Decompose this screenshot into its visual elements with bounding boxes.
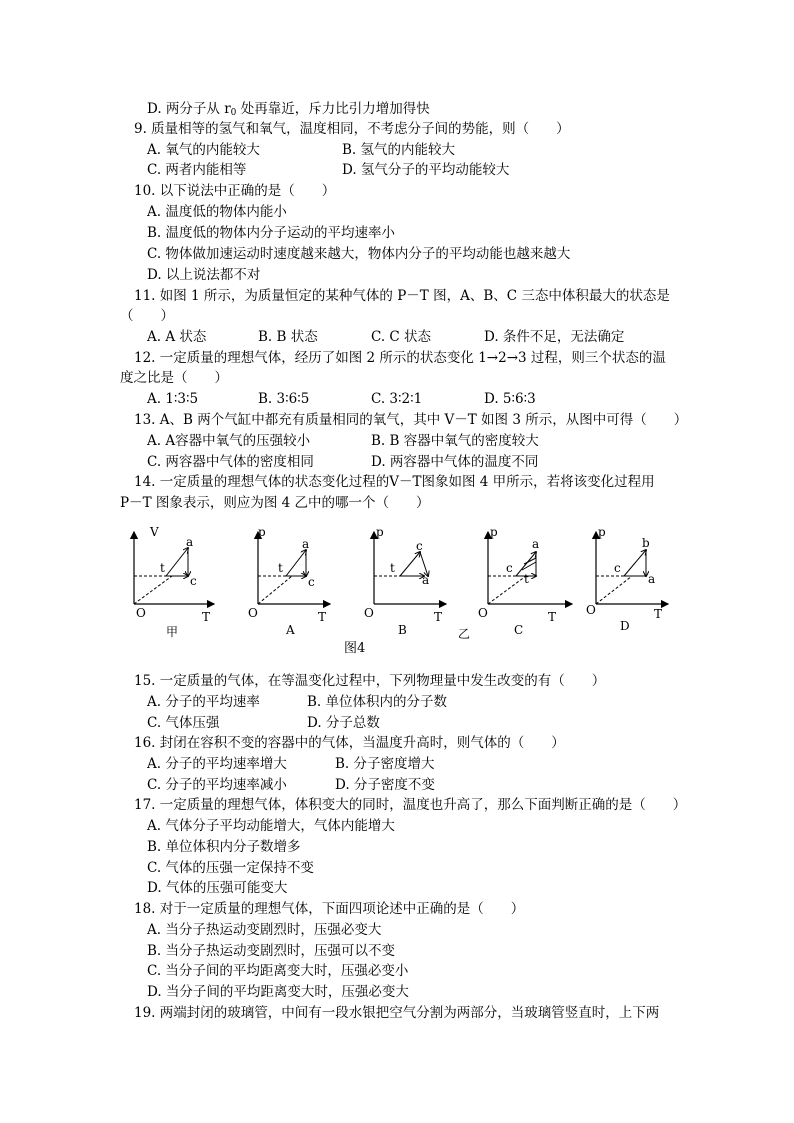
q11-stem-line2: （ ） [120,308,174,324]
graph-jia-origin: O [136,606,146,620]
graph-b-label: B [398,623,407,637]
q16-stem: 16. 封闭在容积不变的容器中的气体，当温度升高时，则气体的（ ） [134,735,565,751]
figure-label-yi: 乙 [458,627,471,641]
q16-option-a: A. 分子的平均速率增大 [147,756,287,772]
q19-stem: 19. 两端封闭的玻璃管，中间有一段水银把空气分割为两部分，当玻璃管竖直时，上下两 [134,1005,660,1021]
q12-stem-line1: 12. 一定质量的理想气体，经历了如图 2 所示的状态变化 1→2→3 过程，则三个状态的温 [134,350,666,366]
figure-caption: 图4 [344,641,366,656]
q15-option-b: B. 单位体积内的分子数 [307,694,448,710]
q9-stem: 9. 质量相等的氢气和氧气，温度相同，不考虑分子间的势能，则（ ） [134,121,570,137]
q18-option-b: B. 当分子热运动变剧烈时，压强可以不变 [147,943,396,959]
graph-d-pt-a: a [648,572,656,586]
q16-option-b: B. 分子密度增大 [335,756,435,772]
graph-b-origin: O [364,606,374,620]
graph-b-pt-c: c [416,539,423,553]
q15-option-d: D. 分子总数 [307,715,380,731]
q18-option-a: A. 当分子热运动变剧烈时，压强必变大 [147,922,382,938]
q12-option-a: A. 1∶3∶5 [147,391,199,407]
graph-d-origin: O [586,603,596,617]
q17-option-a: A. 气体分子平均动能增大，气体内能增大 [147,818,395,834]
q14-stem-line1: 14. 一定质量的理想气体的状态变化过程的V－T图象如图 4 甲所示，若将该变化过程用 [134,474,655,490]
figure-label-jia: 甲 [166,625,179,639]
q17-option-d: D. 气体的压强可能变大 [147,880,288,896]
graph-b-pt-a: a [422,573,430,587]
q13-option-a: A. A容器中氧气的压强较小 [147,433,311,449]
q12-stem-line2: 度之比是（ ） [120,370,228,386]
graph-d-x-label: T [654,607,663,621]
q12-option-d: D. 5∶6∶3 [484,391,536,407]
graph-c-pt-t: t [524,572,529,586]
q10-stem: 10. 以下说法中正确的是（ ） [134,183,336,199]
graph-c-pt-c: c [506,561,513,575]
graph-jia-pt-a: a [186,535,194,549]
q10-option-c: C. 物体做加速运动时速度越来越大，物体内分子的平均动能也越来越大 [147,246,571,262]
graph-a-pt-a: a [302,537,310,551]
q10-option-d: D. 以上说法都不对 [147,267,261,283]
graph-jia-y-label: V [150,525,159,539]
graph-jia-pt-c: c [190,574,197,588]
graph-a-y-label: p [258,525,266,539]
q15-stem: 15. 一定质量的气体，在等温变化过程中，下列物理量中发生改变的有（ ） [134,673,606,689]
graph-a-origin: O [248,606,258,620]
q9-option-b: B. 氢气的内能较大 [342,142,456,158]
figure-4 [122,520,682,670]
graph-a [248,525,330,637]
graph-b-pt-t: t [390,561,395,575]
q9-option-c: C. 两者内能相等 [147,162,247,178]
q12-option-b: B. 3∶6∶5 [258,391,310,407]
graph-d-pt-b: b [642,536,650,550]
graph-jia-x-label: T [202,610,211,624]
graph-c-label: C [514,623,524,637]
q16-option-d: D. 分子密度不变 [335,777,435,793]
graph-a-pt-c: c [308,575,315,589]
q13-option-c: C. 两容器中气体的密度相同 [147,454,314,470]
graph-d-label: D [620,619,630,633]
q11-option-b: B. B 状态 [258,329,318,345]
graph-a-label: A [286,623,295,637]
graph-b-y-label: p [376,525,384,539]
graph-d [586,525,668,633]
q18-stem: 18. 对于一定质量的理想气体，下面四项论述中正确的是（ ） [134,901,525,917]
figure-4-graphs [122,520,682,670]
q13-option-b: B. B 容器中氧气的密度较大 [371,433,539,449]
graph-c-x-label: T [548,610,557,624]
graph-a-pt-t: t [278,561,283,575]
graph-jia-pt-t: t [160,561,165,575]
q11-option-d: D. 条件不足，无法确定 [484,329,625,345]
graph-b [364,525,470,641]
q11-stem-line1: 11. 如图 1 所示，为质量恒定的某种气体的 P－T 图，A、B、C 三态中体积最大的状态是 [134,288,670,304]
graph-jia [134,525,214,639]
q18-option-c: C. 当分子间的平均距离变大时，压强必变小 [147,963,409,979]
q13-stem: 13. A、B 两个气缸中都充有质量相同的氧气，其中 V－T 如图 3 所示，从图中可得（ ） [134,412,688,428]
graph-d-y-label: p [598,525,606,539]
q12-option-c: C. 3∶2∶1 [371,391,423,407]
q8-option-d: D. 两分子从 $r_0$ 处再靠近，斥力比引力增加得快 [147,101,430,118]
graph-c-origin: O [478,606,488,620]
q11-option-a: A. A 状态 [147,329,207,345]
q13-option-d: D. 两容器中气体的温度不同 [371,454,539,470]
graph-c-pt-a: a [532,537,540,551]
q9-option-d: D. 氢气分子的平均动能较大 [342,162,510,178]
q17-option-b: B. 单位体积内分子数增多 [147,839,301,855]
q10-option-b: B. 温度低的物体内分子运动的平均速率小 [147,225,396,241]
q15-option-c: C. 气体压强 [147,715,220,731]
q17-option-c: C. 气体的压强一定保持不变 [147,860,314,876]
q9-option-a: A. 氧气的内能较大 [147,142,260,158]
graph-d-pt-c: c [614,561,621,575]
graph-b-x-label: T [434,610,443,624]
q11-option-c: C. C 状态 [371,329,432,345]
q16-option-c: C. 分子的平均速率减小 [147,777,287,793]
q18-option-d: D. 当分子间的平均距离变大时，压强必变大 [147,984,409,1000]
graph-c [478,525,572,637]
q10-option-a: A. 温度低的物体内能小 [147,204,287,220]
q15-option-a: A. 分子的平均速率 [147,694,260,710]
q14-stem-line2: P－T 图象表示，则应为图 4 乙中的哪一个（ ） [120,495,430,511]
graph-c-y-label: p [490,525,498,539]
q17-stem: 17. 一定质量的理想气体，体积变大的同时，温度也升高了，那么下面判断正确的是（ ） [134,797,687,813]
graph-a-x-label: T [318,610,327,624]
